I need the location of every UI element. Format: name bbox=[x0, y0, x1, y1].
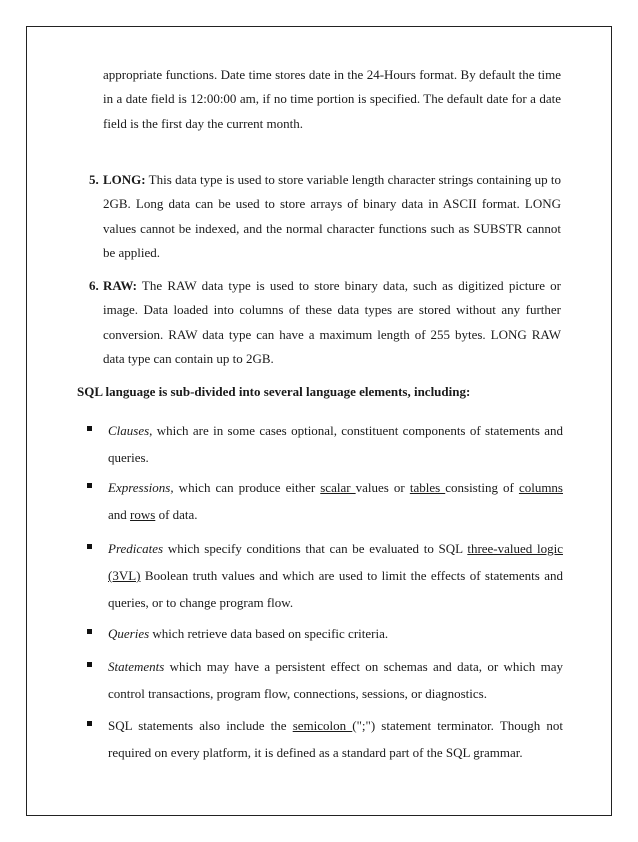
bullet-icon bbox=[87, 629, 92, 634]
bullet-text: consisting of bbox=[445, 480, 519, 495]
bullet-icon bbox=[87, 721, 92, 726]
bullet-text: (";") statement terminator. Though not required on every platform, it is defined as a standard part of the SQL grammar. bbox=[108, 718, 564, 760]
item-label: RAW: bbox=[103, 278, 137, 293]
item-number: 6. bbox=[89, 278, 99, 293]
term: Predicates bbox=[108, 541, 164, 556]
bullet-text: and bbox=[108, 507, 131, 522]
bullet-queries bbox=[87, 620, 563, 647]
link-scalar[interactable]: scalar bbox=[320, 480, 356, 495]
bullet-icon bbox=[87, 483, 92, 488]
bullet-text: of data. bbox=[155, 507, 198, 522]
link-columns[interactable]: columns bbox=[518, 480, 563, 495]
bullet-expressions bbox=[87, 474, 563, 528]
term: Expressions, bbox=[108, 480, 174, 495]
bullet-statements bbox=[87, 653, 563, 707]
item-text: The RAW data type is used to store binary data, such as digitized picture or image. Data loaded into columns of these data types are stored without any further conversion. RAW data type can have a maximum length of 255 bytes. LONG RAW data type can contain up to 2GB. bbox=[103, 278, 561, 366]
bullet-text: which may have a persistent effect on schemas and data, or which may control transactions, program flow, connections, sessions, or diagnostics. bbox=[108, 659, 563, 701]
item-number: 5. bbox=[89, 172, 99, 187]
bullet-text: , which are in some cases optional, constituent components of statements and queries. bbox=[108, 423, 563, 465]
bullet-text: Boolean truth values and which are used to limit the effects of statements and queries, or to change program flow. bbox=[108, 568, 563, 610]
bullet-text: which specify conditions that can be evaluated to SQL bbox=[163, 541, 468, 556]
link-tables[interactable]: tables bbox=[409, 480, 446, 495]
link-semicolon[interactable]: semicolon bbox=[292, 718, 353, 733]
link-rows[interactable]: rows bbox=[130, 507, 156, 522]
bullet-icon bbox=[87, 544, 92, 549]
bullet-clauses bbox=[87, 417, 563, 471]
bullet-text: SQL statements also include the bbox=[108, 718, 293, 733]
link-three-valued-logic[interactable]: three-valued logic (3VL) bbox=[108, 541, 563, 583]
bullet-predicates bbox=[87, 535, 563, 616]
list-item-raw bbox=[89, 274, 561, 371]
section-heading: SQL language is sub-divided into several language elements, including: bbox=[77, 384, 471, 399]
list-item-long bbox=[89, 168, 561, 265]
bullet-text: values or bbox=[355, 480, 410, 495]
bullet-semicolon bbox=[87, 712, 563, 766]
item-label: LONG: bbox=[103, 172, 146, 187]
bullet-icon bbox=[87, 426, 92, 431]
intro-paragraph: appropriate functions. Date time stores date in the 24-Hours format. By default the time in a date field is 12:00:00 am, if no time portion is specified. The default date for a date field is the first day the current month. bbox=[103, 67, 561, 131]
term: Clauses bbox=[108, 423, 150, 438]
item-text: This data type is used to store variable length character strings containing up to 2GB. Long data can be used to store arrays of binary data in ASCII format. LONG values cannot be indexed, and the normal character functions such as SUBSTR cannot be applied. bbox=[103, 172, 561, 260]
bullet-text: which can produce either bbox=[173, 480, 321, 495]
term: Statements bbox=[108, 659, 165, 674]
term: Queries bbox=[108, 626, 150, 641]
bullet-icon bbox=[87, 662, 92, 667]
bullet-text: which retrieve data based on specific criteria. bbox=[149, 626, 389, 641]
